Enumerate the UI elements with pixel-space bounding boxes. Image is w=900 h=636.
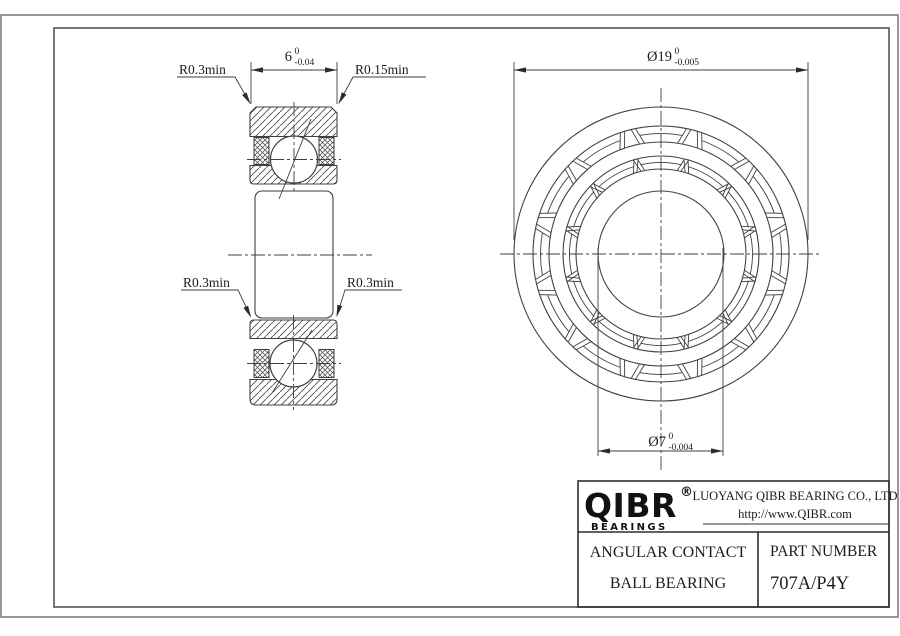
callout-top-right-leader — [339, 77, 426, 103]
callout-top-left-leader — [177, 77, 250, 103]
width-tolerance-lower: -0.04 — [294, 58, 315, 68]
od-tolerance-lower: -0.005 — [674, 58, 700, 68]
bore-arrow-left — [598, 448, 610, 453]
bore-tolerance-lower: -0.004 — [668, 443, 694, 453]
callout-mid-right-arrow — [334, 305, 342, 318]
cage-section-top-right — [319, 138, 334, 165]
od-arrow-left — [514, 67, 526, 72]
product-type-line1: ANGULAR CONTACT — [589, 544, 747, 561]
bore-outline — [255, 191, 333, 318]
outer-ring-section-top — [250, 107, 337, 137]
bore-dimension-text: Ø7 — [648, 434, 666, 450]
registered-trademark-icon: ® — [680, 485, 693, 500]
part-number-value: 707A/P4Y — [770, 574, 850, 594]
od-tolerance-upper: 0 — [674, 47, 680, 57]
width-dimension-text: 6 — [284, 49, 292, 65]
bore-arrow-right — [711, 448, 723, 453]
page-border — [1, 15, 898, 617]
callout-mid-left-text: R0.3min — [183, 275, 230, 290]
callout-mid-right-leader — [337, 290, 402, 316]
callout-top-left-text: R0.3min — [179, 62, 226, 77]
bore-tolerance-upper: 0 — [668, 432, 674, 442]
cage-section-top-left — [254, 138, 269, 165]
part-number-label: PART NUMBER — [770, 543, 878, 560]
product-type-line2: BALL BEARING — [609, 575, 727, 592]
od-arrow-right — [796, 67, 808, 72]
width-arrow-right — [325, 67, 337, 72]
title-block — [578, 481, 898, 607]
callout-top-right-arrow — [336, 92, 346, 105]
radius-callouts — [177, 62, 426, 319]
logo-brand-text: QIBR — [584, 486, 677, 525]
width-extension-lines — [251, 62, 337, 104]
logo-sub-text: BEARINGS — [591, 522, 668, 533]
callout-mid-right-text: R0.3min — [347, 275, 394, 290]
section-view — [228, 102, 372, 410]
company-website[interactable]: http://www.QIBR.com — [738, 507, 852, 521]
width-arrow-left — [251, 67, 263, 72]
callout-mid-left-arrow — [243, 306, 253, 319]
od-dimension-text: Ø19 — [647, 49, 672, 65]
outer-border — [1, 15, 898, 617]
callout-mid-left-leader — [181, 290, 251, 316]
callout-top-right-text: R0.15min — [355, 62, 409, 77]
company-name: LUOYANG QIBR BEARING CO., LTD — [692, 489, 898, 503]
width-dimension — [251, 47, 337, 104]
front-view — [500, 88, 822, 470]
logo — [584, 485, 693, 533]
width-tolerance-upper: 0 — [294, 47, 300, 57]
